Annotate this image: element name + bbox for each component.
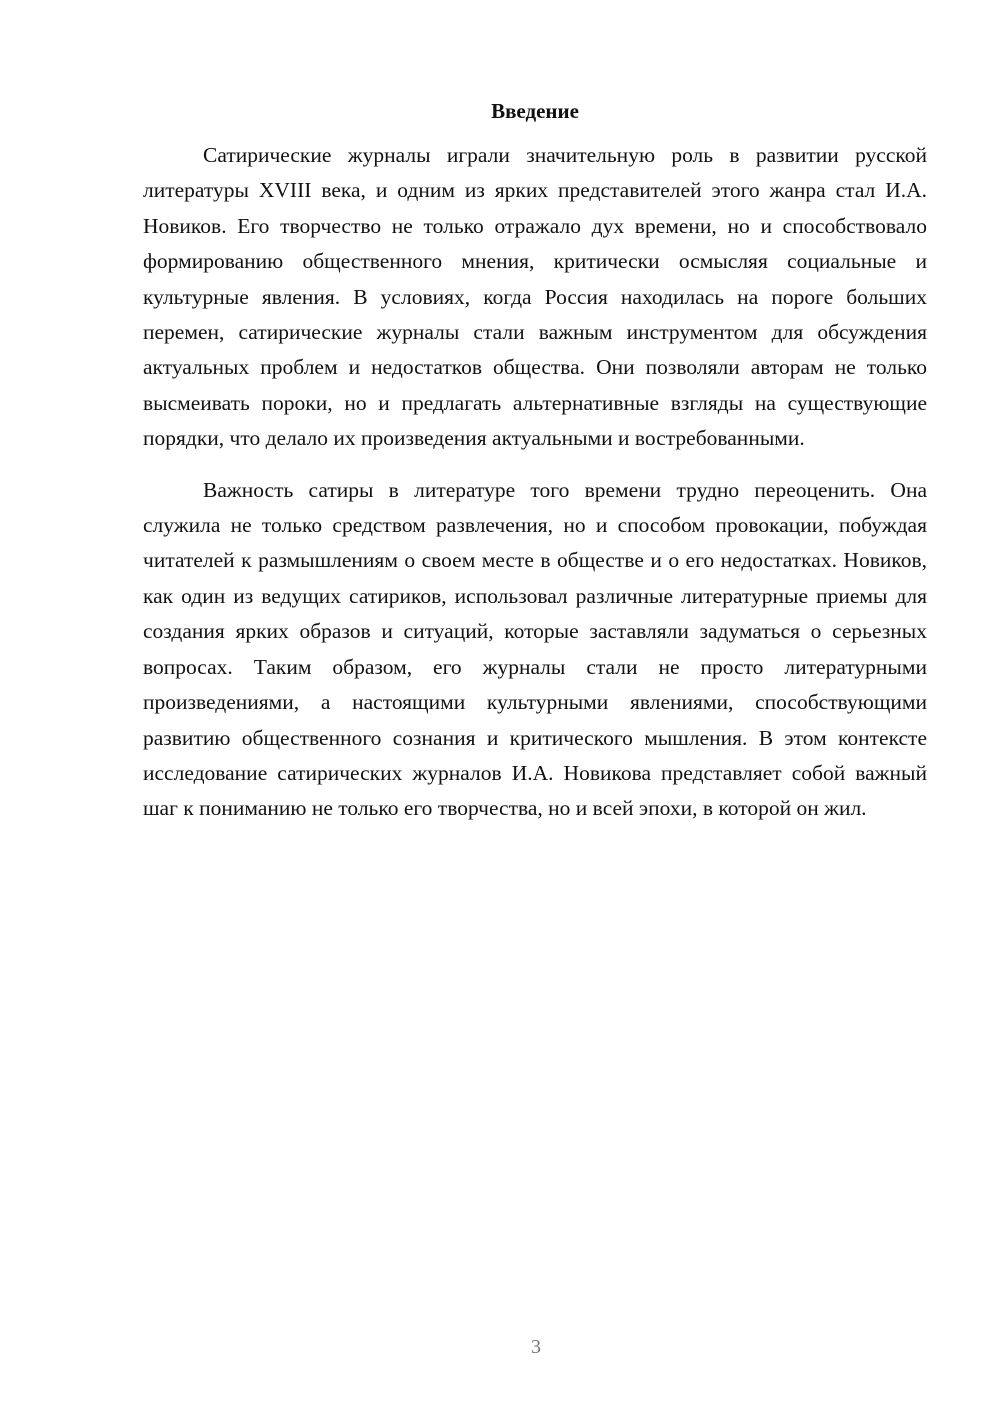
- section-title: Введение: [491, 99, 579, 123]
- page-content: [143, 96, 927, 827]
- paragraph-1: Сатирические журналы играли значительную роль в развитии русской литературы XVIII века, и одним из ярких представителей этого жанра стал И.А. Новиков. Его творчество не только отражало дух времени, но и способствовало формированию общественного мнения, критически осмысляя социальные и культурные явления. В условиях, когда Россия находилась на пороге больших перемен, сатирические журналы стали важным инструментом для обсуждения актуальных проблем и недостатков общества. Они позволяли авторам не только высмеивать пороки, но и предлагать альтернативные взгляды на существующие порядки, что делало их произведения актуальными и востребованными.: [143, 143, 927, 451]
- page-number: 3: [531, 1336, 541, 1358]
- paragraph-2: Важность сатиры в литературе того времени трудно переоценить. Она служила не только средством развлечения, но и способом провокации, побуждая читателей к размышлениям о своем месте в обществе и о его недостатках. Новиков, как один из ведущих сатириков, использовал различные литературные приемы для создания ярких образов и ситуаций, которые заставляли задуматься о серьезных вопросах. Таким образом, его журналы стали не просто литературными произведениями, а настоящими культурными явлениями, способствующими развитию общественного сознания и критического мышления. В этом контексте исследование сатирических журналов И.А. Новикова представляет собой важный шаг к пониманию не только его творчества, но и всей эпохи, в которой он жил.: [143, 477, 927, 821]
